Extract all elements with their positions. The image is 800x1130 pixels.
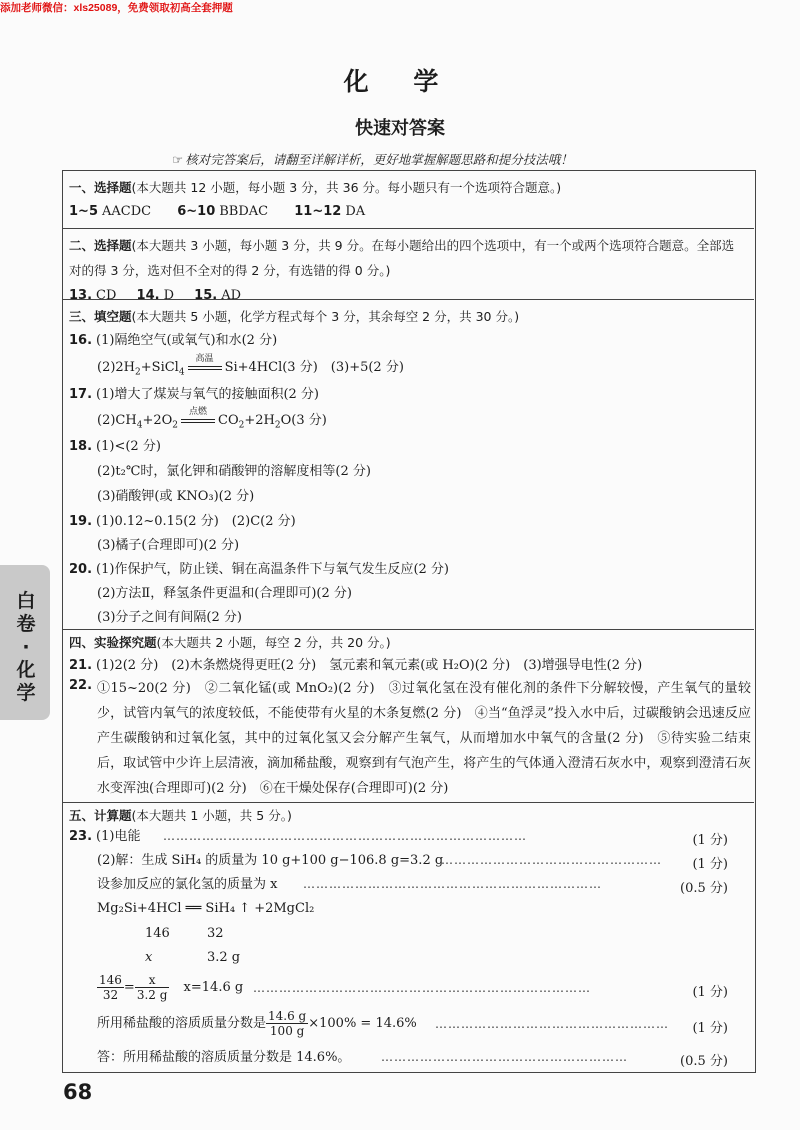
answer-21: 21. (1)2(2 分) (2)木条燃烧得更旺(2 分) 氢元素和氧元素(或 H₂O)(2 分) (3)增强导电性(2 分) [69,658,643,673]
answer-line: 13. CD 14. D 15. AD [69,288,241,303]
side-char: · [22,636,30,658]
answer-box [62,170,756,1073]
side-char: 卷 [16,613,36,635]
score-mark: (0.5 分) [680,1054,728,1069]
answer-22-number: 22. [69,678,93,693]
score-mark: (1 分) [692,985,728,1000]
section-header: 四、实验探究题(本大题共 2 小题，每空 2 分，共 20 分。) [69,635,391,650]
answer-19: 19. (1)0.12~0.15(2 分) (2)C(2 分) [69,514,296,529]
calc-ratio-a: 146 [145,926,170,941]
side-char: 白 [16,590,36,612]
answer-20-2: (2)方法Ⅱ，释氢条件更温和(合理即可)(2 分) [97,586,352,601]
leader-dots: ………………………………………………… [381,1050,628,1064]
calc-proportion: $\frac{146}{32}$ = $\frac{x}{3.2 g}$ x=14.6 g [99,973,244,1002]
section-header: 一、选择题(本大题共 12 小题，每小题 3 分，共 36 分。每小题只有一个选项符合题意。) [69,180,562,195]
promo-banner: 添加老师微信：xls25089，免费领取初高全套押题 [0,2,233,14]
calc-line-3: 设参加反应的氯化氢的质量为 x [97,877,278,892]
tip-text: 核对完答案后，请翻至详解详析，更好地掌握解题思路和提分技法哦！ [185,152,573,167]
calc-fraction-line: 所用稀盐酸的溶质质量分数是 $\frac{14.6 g}{100 g}$ ×100% = 14.6% [97,1009,417,1038]
answer-20-3: (3)分子之间有间隔(2 分) [97,610,242,625]
calc-known: 3.2 g [207,950,241,965]
section-fill [63,299,754,629]
tip-line [172,150,573,168]
score-mark: (1 分) [692,833,728,848]
section-calculation [63,802,754,1072]
answer-line: 1~5 AACDC 6~10 BBDAC 11~12 DA [69,204,366,219]
pointing-hand-icon: ☞ [172,152,184,167]
section-header: 三、填空题(本大题共 5 小题，化学方程式每个 3 分，其余每空 2 分，共 30 分。) [69,309,520,324]
side-char: 学 [16,682,36,704]
section-header: 五、计算题(本大题共 1 小题，共 5 分。) [69,808,292,823]
answer-18: 18. (1)<(2 分) [69,439,161,454]
side-label [13,590,39,705]
answer-17: 17. (1)增大了煤炭与氧气的接触面积(2 分) [69,387,319,402]
page-subtitle: 快速对答案 [355,118,445,139]
answer-18-2: (2)t₂℃时，氯化钾和硝酸钾的溶解度相等(2 分) [97,464,371,479]
leader-dots: …………………………………………… [441,853,662,867]
answer-17-equation: $(2)CH_4+2O_2$ 点燃 $CO_2+2H_2O(3$ 分) [97,407,327,431]
answer-22: ①15~20(2 分) ②二氧化锰(或 MnO₂)(2 分) ③过氧化氢在没有催化剂的条件下分解较慢，产生氧气的量较少，试管内氧气的浓度较低，不能使带有火星的木条复燃(2 分) ④当“鱼浮灵”投入水中后，过碳酸钠会迅速反应产生碳酸钠和过氧化氢，其中的过氧化氢又会分解产生氧气，从而增加水中氧气的含量(2 分) ⑤待实验二结束后，取试管中少许上层清液，滴加稀盐酸，观察到有气泡产生，将产生的气体通入澄清石灰水中，观察到澄清石灰水变浑浊(合理即可)(2 分) ⑥在干燥处保存(合理即可)(2 分) [97,681,751,796]
answer-16-equation: $(2)2H_2+SiCl_4$ 高温 Si+4HCl(3 分) (3)+5(2 分) [97,354,404,378]
calc-line-1: 23. (1)电能 [69,829,141,844]
answer-19-3: (3)橘子(合理即可)(2 分) [97,538,240,553]
section-header: 二、选择题(本大题共 3 小题，每小题 3 分，共 9 分。在每小题给出的四个选项中，有一个或两个选项符合题意。全部选对的得 3 分，选对但不全对的得 2 分，有选错的得 0 分。) [69,238,735,278]
score-mark: (1 分) [692,857,728,872]
calc-ratio-b: 32 [207,926,224,941]
leader-dots: ………………………………………………………………………… [163,829,527,843]
section-experiment [63,629,754,802]
answer-18-3: (3)硝酸钾(或 KNO₃)(2 分) [97,489,255,504]
score-mark: (0.5 分) [680,881,728,896]
calc-line-2: (2)解：生成 SiH₄ 的质量为 10 g+100 g−106.8 g=3.2 g [97,853,444,868]
answer-16: 16. (1)隔绝空气(或氧气)和水(2 分) [69,333,278,348]
leader-dots: …………………………………………………………… [303,877,602,891]
calc-unknown: x [145,950,153,965]
section-choice-1 [63,171,754,228]
page-title: 化 学 [343,67,457,96]
calc-answer: 答：所用稀盐酸的溶质质量分数是 14.6%。 [97,1050,351,1065]
calc-equation: Mg₂Si+4HCl ══ SiH₄ ↑ +2MgCl₂ [97,901,315,916]
leader-dots: …………………………………………………………………… [253,981,591,995]
page-number: 68 [63,1080,93,1104]
leader-dots: ……………………………………………… [435,1017,669,1031]
answer-20: 20. (1)作保护气，防止镁、铜在高温条件下与氧气发生反应(2 分) [69,562,449,577]
side-char: 化 [16,659,36,681]
score-mark: (1 分) [692,1021,728,1036]
